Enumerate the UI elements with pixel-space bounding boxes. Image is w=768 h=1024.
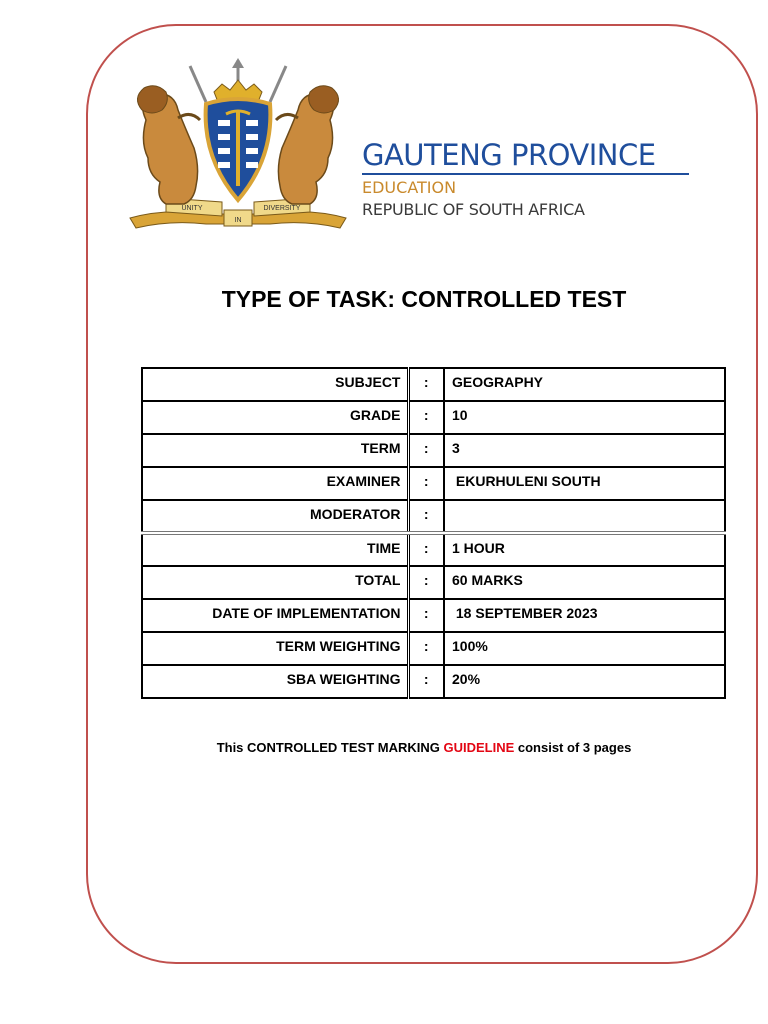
row-label: EXAMINER: [142, 467, 408, 500]
footer-prefix: This CONTROLLED TEST MARKING: [216, 740, 444, 755]
task-title: TYPE OF TASK: CONTROLLED TEST: [221, 286, 627, 312]
info-table: [141, 367, 726, 699]
row-value: 60 MARKS: [444, 566, 725, 599]
row-value: 20%: [452, 671, 481, 687]
footer-suffix: consist of 3 pages: [514, 740, 632, 755]
org-country: REPUBLIC OF SOUTH AFRICA: [362, 200, 585, 219]
row-label: GRADE: [142, 401, 408, 434]
row-label: TOTAL: [142, 566, 408, 599]
motto-in: IN: [234, 217, 242, 224]
row-separator: :: [408, 599, 444, 632]
row-value: 100%: [444, 632, 725, 665]
row-separator: :: [408, 533, 444, 566]
table-row: [142, 500, 725, 533]
row-value: [444, 500, 725, 533]
row-value: 10: [444, 401, 725, 434]
row-label: DATE OF IMPLEMENTATION: [142, 599, 408, 632]
table-row: [142, 368, 725, 401]
table-row: [142, 665, 725, 698]
row-separator: :: [408, 434, 444, 467]
row-value: GEOGRAPHY: [444, 368, 725, 401]
row-value: 3: [444, 434, 725, 467]
row-separator: :: [408, 566, 444, 599]
motto-diversity: DIVERSITY: [263, 205, 301, 212]
row-separator: :: [408, 632, 444, 665]
row-separator: :: [408, 665, 444, 698]
row-separator: :: [408, 401, 444, 434]
row-label: MODERATOR: [142, 500, 408, 533]
org-block: [362, 138, 702, 221]
table-row: [142, 434, 725, 467]
footer-highlight: GUIDELINE: [443, 740, 515, 755]
table-row: [142, 401, 725, 434]
coat-of-arms-logo: [126, 58, 350, 234]
table-row: [142, 467, 725, 500]
row-value: 1 HOUR: [444, 533, 725, 566]
row-label: TIME: [142, 533, 408, 566]
org-rule: [362, 173, 689, 175]
row-label: TERM WEIGHTING: [142, 632, 408, 665]
table-row: [142, 632, 725, 665]
org-department: EDUCATION: [362, 178, 457, 197]
row-label: SUBJECT: [142, 368, 408, 401]
motto-unity: UNITY: [181, 205, 203, 212]
row-label: TERM: [142, 434, 408, 467]
footer-note: [86, 740, 762, 755]
table-row: [142, 566, 725, 599]
org-name: GAUTENG PROVINCE: [362, 138, 656, 172]
row-value: EKURHULENI SOUTH: [444, 467, 725, 500]
row-separator: :: [408, 368, 444, 401]
table-row: [142, 533, 725, 566]
row-label: SBA WEIGHTING: [142, 665, 408, 698]
row-separator: :: [408, 467, 444, 500]
row-value: 18 SEPTEMBER 2023: [444, 599, 725, 632]
table-row: [142, 599, 725, 632]
row-separator: :: [408, 500, 444, 533]
